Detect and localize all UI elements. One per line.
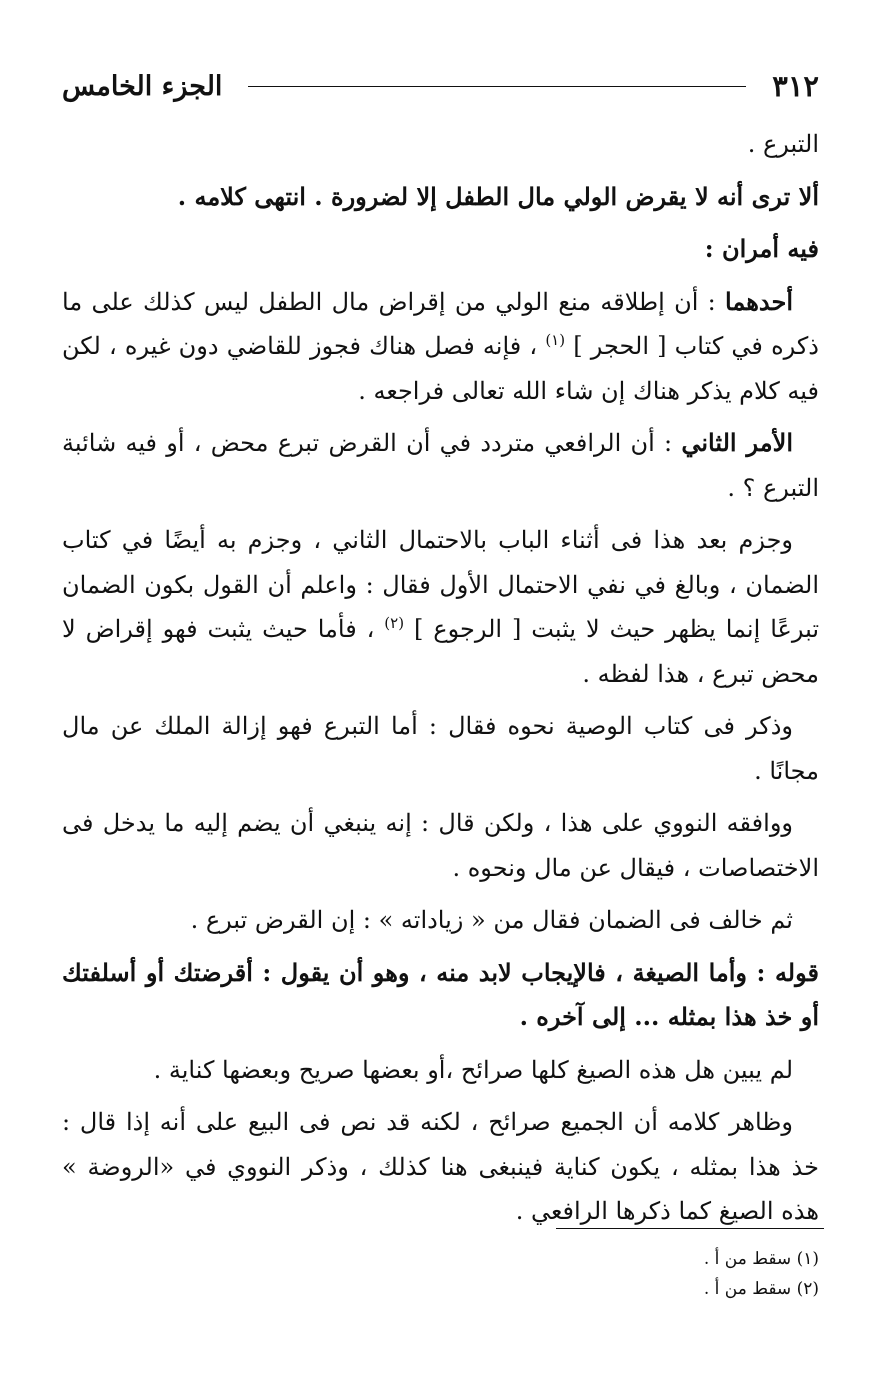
paragraph-text: قوله : وأما الصيغة ، فالإيجاب لابد منه ، وهو أن يقول : أقرضتك أو أسلفتك أو خذ هذا بمثله ... إلى آخره . xyxy=(62,957,819,1031)
running-header xyxy=(62,66,819,106)
footnote-separator xyxy=(556,1228,824,1229)
paragraph-text: التبرع . xyxy=(747,130,819,158)
paragraph-6 xyxy=(62,518,819,696)
paragraph-text: ، فأما حيث يثبت فهو إقراض لا محض تبرع ، هذا لفظه . xyxy=(62,615,819,688)
paragraph-9 xyxy=(62,898,819,943)
paragraph-11 xyxy=(62,1048,819,1093)
paragraph-12 xyxy=(62,1100,819,1234)
paragraph-text: ثم خالف فى الضمان فقال من « زياداته » : إن القرض تبرع . xyxy=(190,906,793,934)
body-text xyxy=(62,122,819,1242)
header-rule xyxy=(248,86,746,87)
paragraph-text: ، فإنه فصل هناك فجوز للقاضي دون غيره ، لكن فيه كلام يذكر هناك إن شاء الله تعالى فراجعه . xyxy=(62,332,819,405)
paragraph-3 xyxy=(62,227,819,272)
page-number: ٣١٢ xyxy=(772,69,819,103)
paragraph-heading: الأمر الثاني xyxy=(681,428,793,457)
paragraph-heading: أحدهما xyxy=(725,286,793,316)
paragraph-text: وظاهر كلامه أن الجميع صرائح ، لكنه قد نص فى البيع على أنه إذا قال : خذ هذا بمثله ، يكون كناية فينبغى هنا كذلك ، وذكر النووي في «الروضة » هذه الصيغ كما ذكرها الرافعي . xyxy=(62,1108,819,1225)
paragraph-text: ووافقه النووي على هذا ، ولكن قال : إنه ينبغي أن يضم إليه ما يدخل فى الاختصاصات ، فيقال عن مال ونحوه . xyxy=(62,809,819,882)
paragraph-text: وذكر فى كتاب الوصية نحوه فقال : أما التبرع فهو إزالة الملك عن مال مجانًا . xyxy=(62,712,819,785)
paragraph-8 xyxy=(62,801,819,890)
paragraph-4 xyxy=(62,280,819,414)
paragraph-text: ألا ترى أنه لا يقرض الولي مال الطفل إلا لضرورة . انتهى كلامه . xyxy=(177,181,819,211)
paragraph-text: فيه أمران : xyxy=(704,234,819,263)
paragraph-2 xyxy=(62,175,819,220)
paragraph-7 xyxy=(62,704,819,793)
paragraph-1 xyxy=(62,122,819,167)
paragraph-5 xyxy=(62,421,819,510)
footnotes xyxy=(499,1244,819,1304)
footnote-2: (٢) سقط من أ . xyxy=(703,1279,819,1299)
footnote-marker: (٢) xyxy=(384,614,405,632)
paragraph-text: وجزم بعد هذا فى أثناء الباب بالاحتمال الثاني ، وجزم به أيضًا في كتاب الضمان ، وبالغ في نفي الاحتمال الأول فقال : واعلم أن القول بكون الضمان تبرعًا إنما يظهر حيث لا يثبت [ الرجوع ] xyxy=(62,526,819,643)
paragraph-10 xyxy=(62,951,819,1040)
paragraph-text: لم يبين هل هذه الصيغ كلها صرائح ،أو بعضها صريح وبعضها كناية . xyxy=(153,1055,793,1084)
footnote-1: (١) سقط من أ . xyxy=(703,1249,819,1269)
footnote-marker: (١) xyxy=(545,331,566,349)
paragraph-text: : أن الرافعي متردد في أن القرض تبرع محض ، أو فيه شائبة التبرع ؟ . xyxy=(62,429,819,502)
running-title: الجزء الخامس xyxy=(62,70,223,102)
paragraph-text: : أن إطلاقه منع الولي من إقراض مال الطفل ليس كذلك على ما ذكره في كتاب [ الحجر ] xyxy=(62,287,819,360)
